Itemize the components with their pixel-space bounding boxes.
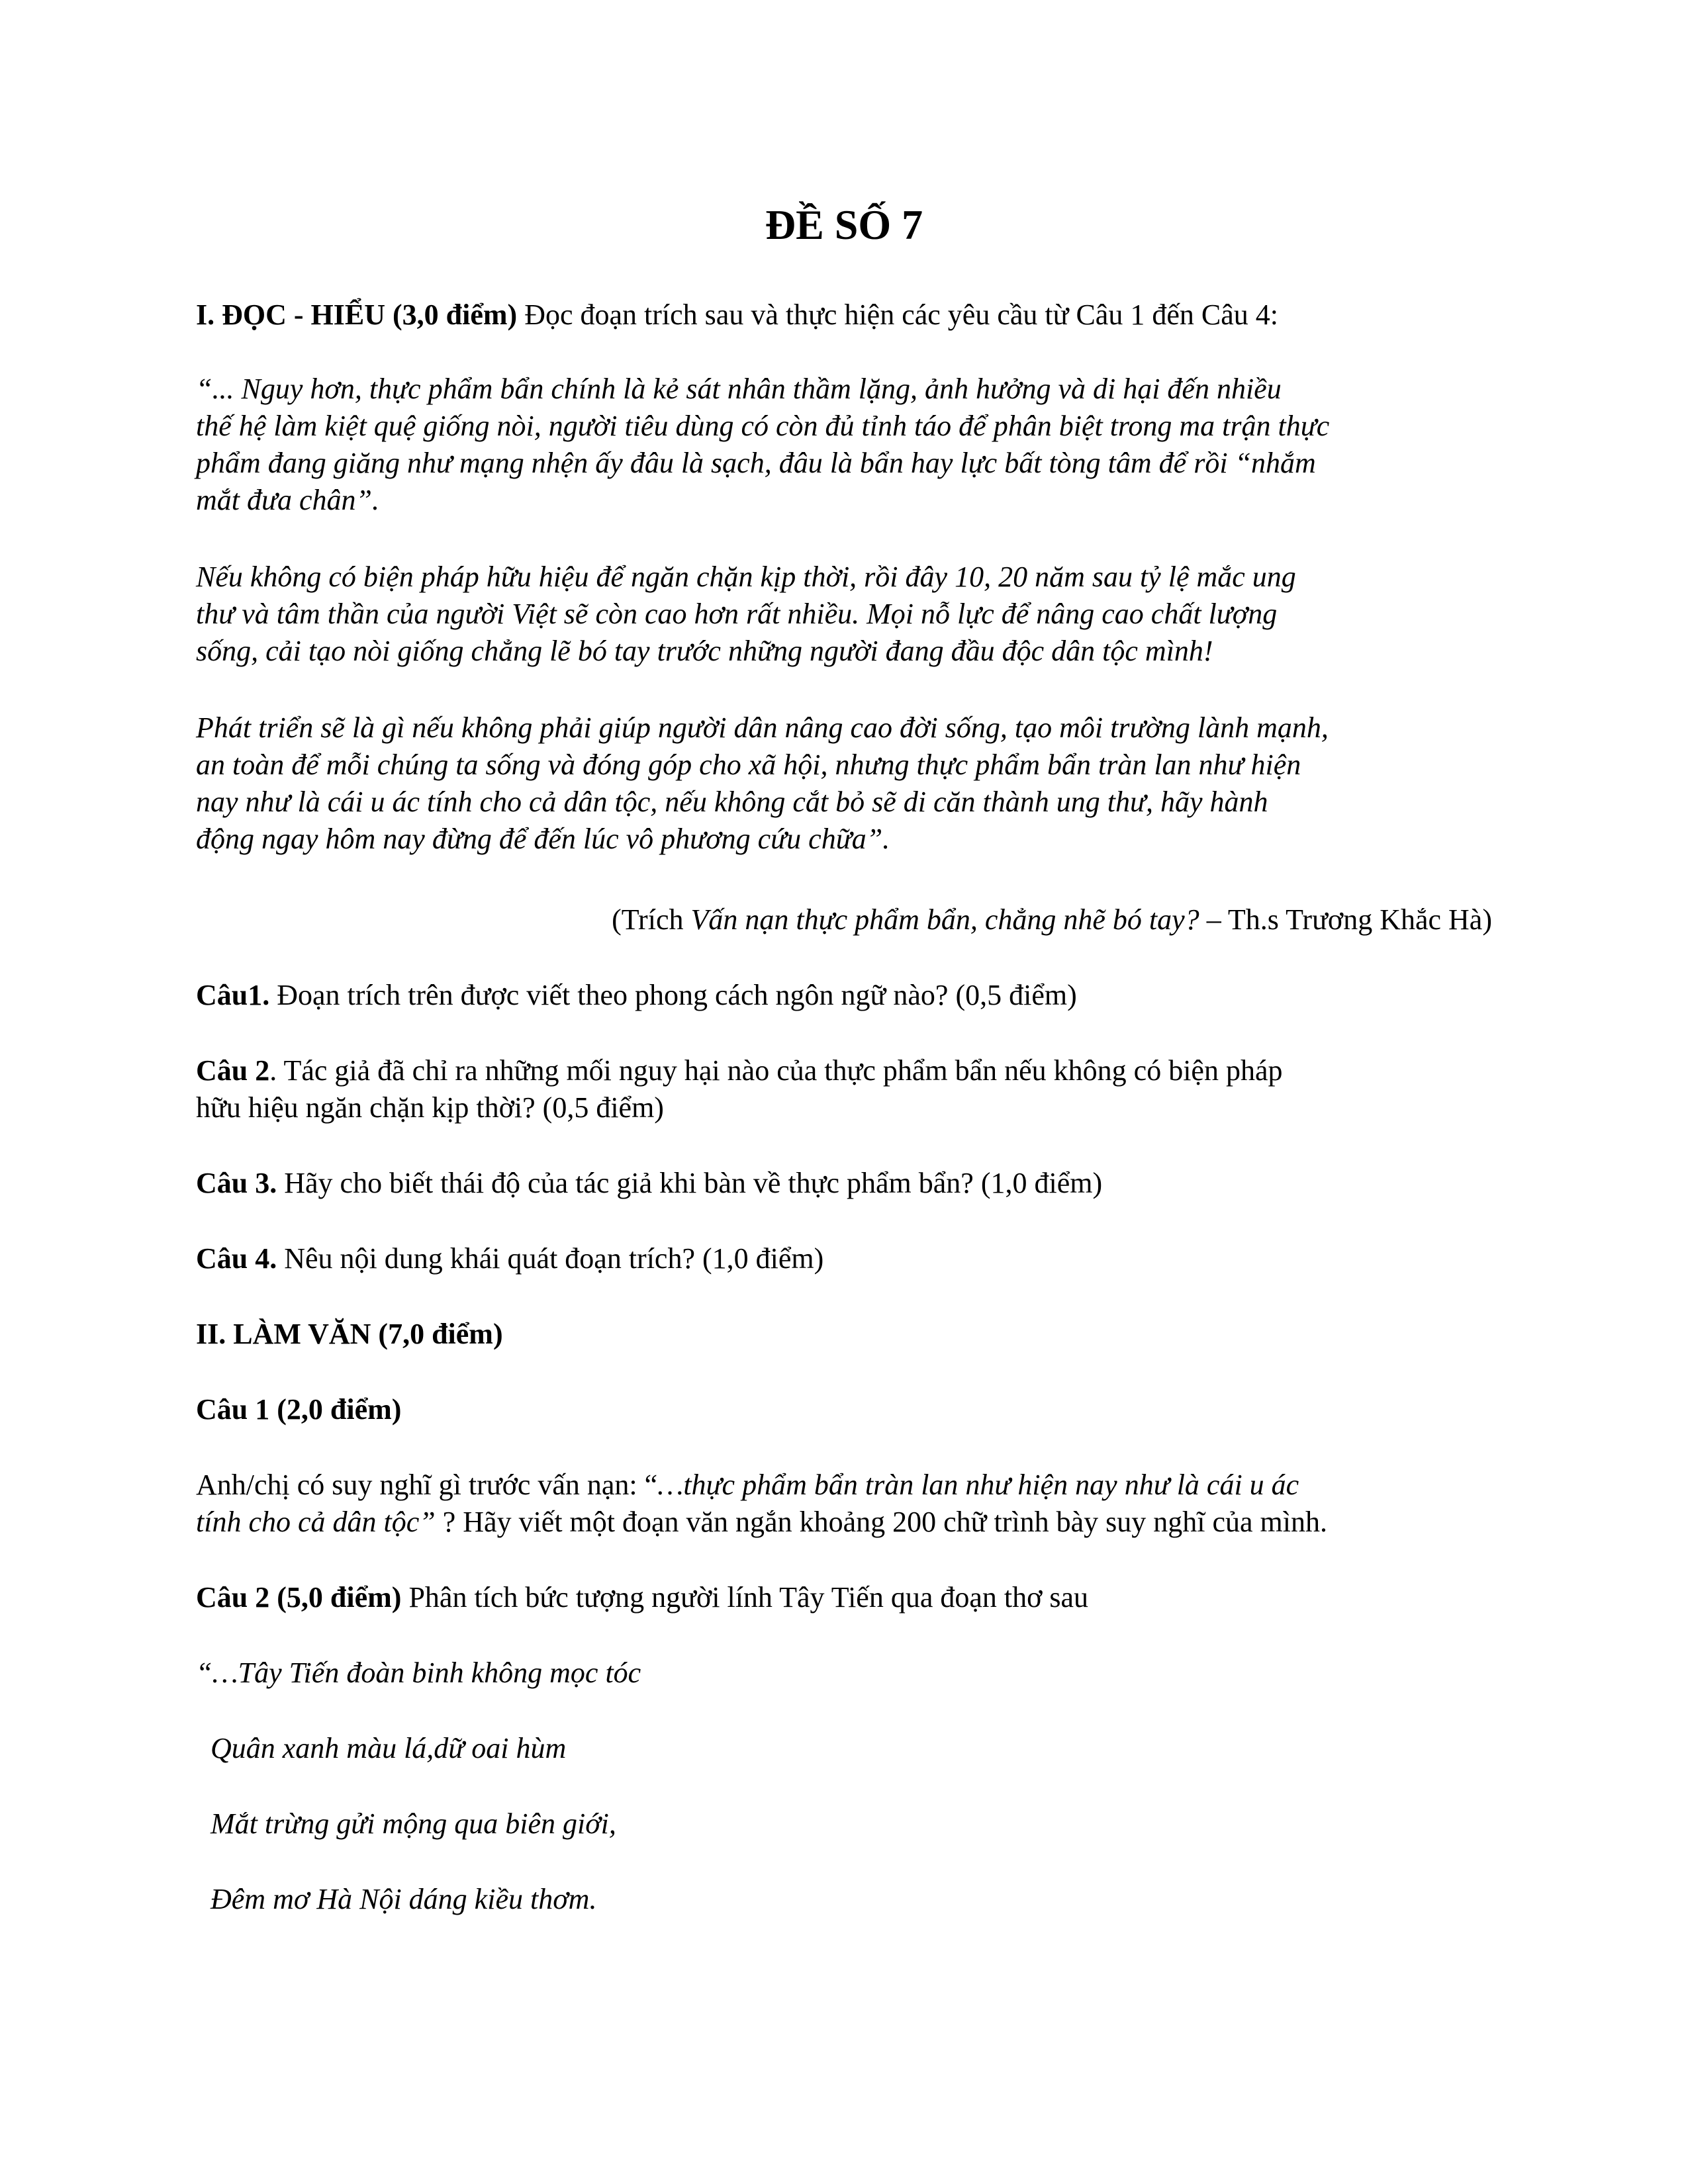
question-4: [196, 1240, 823, 1277]
question-2-line2: hữu hiệu ngăn chặn kịp thời? (0,5 điểm): [196, 1091, 664, 1124]
section2-heading: II. LÀM VĂN (7,0 điểm): [196, 1318, 503, 1350]
section1-heading: [196, 296, 1278, 334]
essay-q1-line1: [196, 1467, 1299, 1504]
passage-p1-line1: “... Nguy hơn, thực phẩm bẩn chính là kẻ sát nhân thầm lặng, ảnh hưởng và di hại đến nhiều: [196, 373, 1282, 405]
exam-title: ĐỀ SỐ 7: [765, 201, 923, 248]
passage-p1-line2: thế hệ làm kiệt quệ giống nòi, người tiêu dùng có còn đủ tỉnh táo để phân biệt trong ma trận thực: [196, 410, 1330, 442]
essay-q2: [196, 1579, 1088, 1616]
source-prefix: (Trích: [612, 903, 691, 936]
passage-p1-line4: mắt đưa chân”.: [196, 484, 379, 516]
question-4-label: Câu 4.: [196, 1242, 277, 1275]
question-2-label: Câu 2: [196, 1054, 270, 1087]
poem-line-4: Đêm mơ Hà Nội dáng kiều thơm.: [196, 1883, 597, 1915]
question-4-text: Nêu nội dung khái quát đoạn trích? (1,0 điểm): [277, 1242, 824, 1275]
question-1: [196, 977, 1077, 1014]
essay-q2-heading: Câu 2 (5,0 điểm): [196, 1581, 402, 1614]
passage-p2-line2: thư và tâm thần của người Việt sẽ còn cao hơn rất nhiều. Mọi nỗ lực để nâng cao chất lượng: [196, 598, 1278, 630]
essay-q1-line2: [196, 1504, 1327, 1541]
passage-p2-line3: sống, cải tạo nòi giống chẳng lẽ bó tay trước những người đang đầu độc dân tộc mình!: [196, 635, 1213, 667]
poem-line-1: “…Tây Tiến đoàn binh không mọc tóc: [196, 1657, 641, 1689]
question-3-label: Câu 3.: [196, 1167, 277, 1199]
essay-q1-suffix: ? Hãy viết một đoạn văn ngắn khoảng 200 chữ trình bày suy nghĩ của mình.: [435, 1506, 1327, 1538]
essay-q2-text: Phân tích bức tượng người lính Tây Tiến qua đoạn thơ sau: [401, 1581, 1089, 1614]
section1-heading-bold: I. ĐỌC - HIỂU (3,0 điểm): [196, 298, 518, 331]
passage-source: [612, 901, 1492, 938]
poem-line-2: Quân xanh màu lá,dữ oai hùm: [196, 1732, 567, 1764]
source-title: Vấn nạn thực phẩm bẩn, chẳng nhẽ bó tay?: [690, 903, 1199, 936]
passage-p3-line4: động ngay hôm nay đừng để đến lúc vô phương cứu chữa”.: [196, 823, 890, 855]
passage-p3-line2: an toàn để mỗi chúng ta sống và đóng góp cho xã hội, nhưng thực phẩm bẩn tràn lan như hiện: [196, 749, 1301, 781]
essay-q1-prefix: Anh/chị có suy nghĩ gì trước vấn nạn: “: [196, 1469, 658, 1501]
question-2-text: . Tác giả đã chỉ ra những mối nguy hại nào của thực phẩm bẩn nếu không có biện pháp: [269, 1054, 1283, 1087]
question-1-label: Câu1.: [196, 979, 270, 1011]
question-2-line1: [196, 1052, 1282, 1089]
source-author: – Th.s Trương Khắc Hà): [1199, 903, 1492, 936]
poem-line-3: Mắt trừng gửi mộng qua biên giới,: [196, 1807, 616, 1840]
essay-q1-heading: Câu 1 (2,0 điểm): [196, 1393, 402, 1426]
essay-q1-quote-part2: tính cho cả dân tộc”: [196, 1506, 436, 1538]
question-3-text: Hãy cho biết thái độ của tác giả khi bàn về thực phẩm bẩn? (1,0 điểm): [277, 1167, 1103, 1199]
question-1-text: Đoạn trích trên được viết theo phong cách ngôn ngữ nào? (0,5 điểm): [269, 979, 1077, 1011]
passage-p3-line1: Phát triển sẽ là gì nếu không phải giúp người dân nâng cao đời sống, tạo môi trường lành mạnh,: [196, 711, 1329, 744]
essay-q1-quote-part1: …thực phẩm bẩn tràn lan như hiện nay như là cái u ác: [657, 1469, 1299, 1501]
section1-heading-instructions: Đọc đoạn trích sau và thực hiện các yêu cầu từ Câu 1 đến Câu 4:: [517, 298, 1278, 331]
passage-p3-line3: nay như là cái u ác tính cho cả dân tộc, nếu không cắt bỏ sẽ di căn thành ung thư, hãy hành: [196, 786, 1268, 818]
passage-p2-line1: Nếu không có biện pháp hữu hiệu để ngăn chặn kịp thời, rồi đây 10, 20 năm sau tỷ lệ mắc ung: [196, 561, 1296, 593]
passage-p1-line3: phẩm đang giăng như mạng nhện ấy đâu là sạch, đâu là bẩn hay lực bất tòng tâm để rồi “nhắm: [196, 447, 1316, 479]
question-3: [196, 1165, 1102, 1202]
